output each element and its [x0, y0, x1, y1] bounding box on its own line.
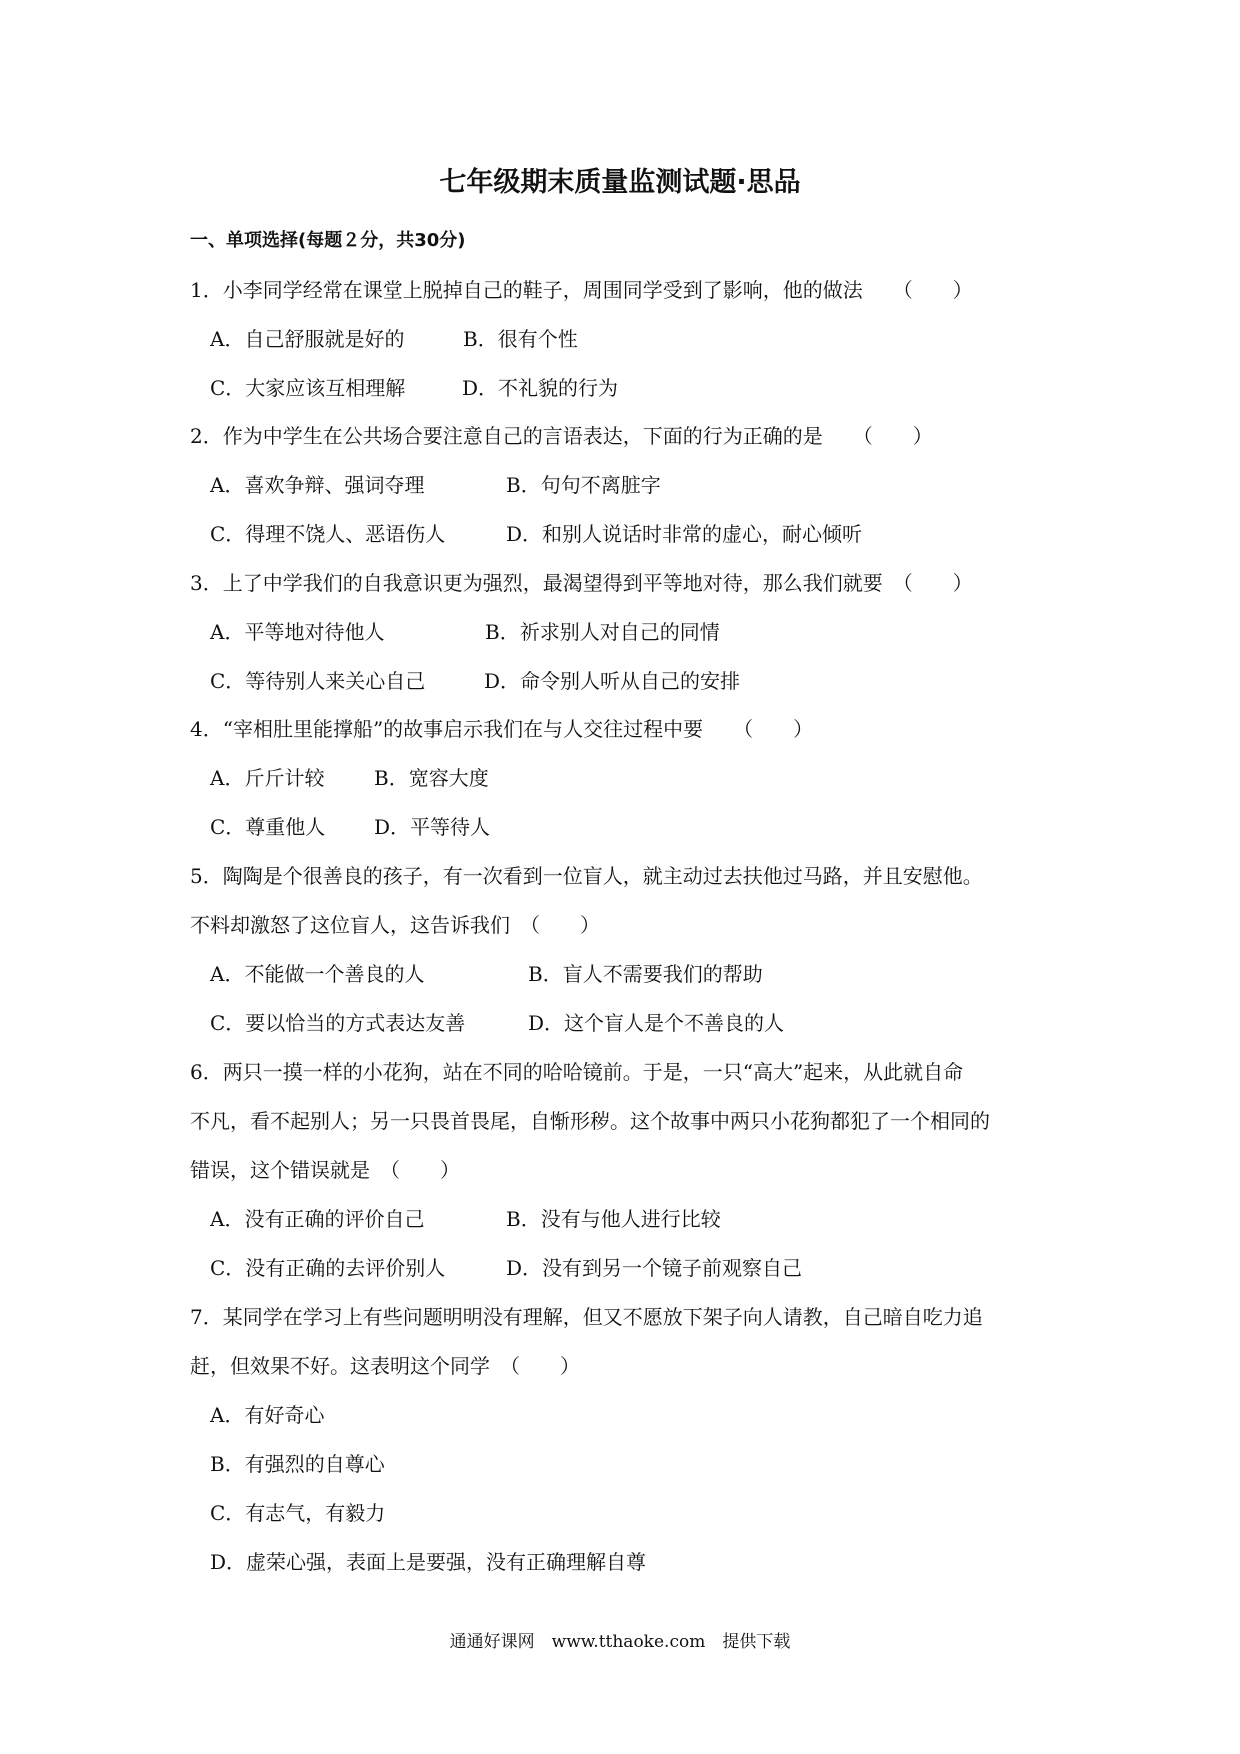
option-row	[210, 519, 1110, 549]
question-stem: 4．“宰相肚里能撑船”的故事启示我们在与人交往过程中要 （ ）	[190, 717, 814, 741]
option-row	[210, 617, 1110, 647]
option-a: A．喜欢争辩、强词夺理	[210, 473, 425, 497]
option-a: A．不能做一个善良的人	[210, 962, 425, 986]
option-row	[210, 1253, 1110, 1283]
option-row	[210, 812, 1110, 842]
option-row	[210, 666, 1110, 696]
option-row	[210, 1204, 1110, 1234]
option-row	[210, 1008, 1110, 1038]
option-c: C．要以恰当的方式表达友善	[210, 1011, 466, 1035]
question-stem: 赶，但效果不好。这表明这个同学 （ ）	[190, 1354, 580, 1378]
option-c: C．得理不饶人、恶语伤人	[210, 522, 446, 546]
option-d: D．没有到另一个镜子前观察自己	[506, 1256, 803, 1280]
option-a: A．平等地对待他人	[210, 620, 385, 644]
option-b: B．盲人不需要我们的帮助	[528, 962, 763, 986]
question-stem: 3．上了中学我们的自我意识更为强烈，最渴望得到平等地对待，那么我们就要 （ ）	[190, 571, 973, 595]
page-title: 七年级期末质量监测试题·思品	[439, 167, 801, 198]
question-stem: 2．作为中学生在公共场合要注意自己的言语表达，下面的行为正确的是 （ ）	[190, 424, 933, 448]
option-c: C．尊重他人	[210, 815, 326, 839]
option-row	[210, 763, 1110, 793]
option-b: B．句句不离脏字	[506, 473, 661, 497]
option-d: D．命令别人听从自己的安排	[484, 669, 741, 693]
option-row	[210, 324, 1110, 354]
question-stem: 1．小李同学经常在课堂上脱掉自己的鞋子，周围同学受到了影响，他的做法 （ ）	[190, 278, 973, 302]
option-a: A．自己舒服就是好的	[210, 327, 405, 351]
question-stem: 不凡，看不起别人；另一只畏首畏尾，自惭形秽。这个故事中两只小花狗都犯了一个相同的	[190, 1109, 990, 1133]
question-stem: 7．某同学在学习上有些问题明明没有理解，但又不愿放下架子向人请教，自己暗自吃力追	[190, 1305, 983, 1329]
footer-credit: 通通好课网 www.tthaoke.com 提供下载	[449, 1632, 791, 1652]
option-b: B．没有与他人进行比较	[506, 1207, 721, 1231]
option-a: A．有好奇心	[210, 1403, 325, 1427]
option-d: D．这个盲人是个不善良的人	[528, 1011, 785, 1035]
option-c: C．没有正确的去评价别人	[210, 1256, 446, 1280]
option-d: D．平等待人	[374, 815, 491, 839]
option-d: D．不礼貌的行为	[462, 376, 619, 400]
option-row	[210, 470, 1110, 500]
option-c: C．大家应该互相理解	[210, 376, 406, 400]
section-title: 一、单项选择(每题２分，共30分)	[190, 230, 466, 251]
question-stem: 6．两只一摸一样的小花狗，站在不同的哈哈镜前。于是，一只“高大”起来，从此就自命	[190, 1060, 964, 1084]
option-b: B．很有个性	[463, 327, 578, 351]
question-stem: 错误，这个错误就是 （ ）	[190, 1158, 460, 1182]
option-b: B．有强烈的自尊心	[210, 1452, 385, 1476]
option-b: B．宽容大度	[374, 766, 489, 790]
option-row	[210, 959, 1110, 989]
option-a: A．斤斤计较	[210, 766, 325, 790]
option-c: C．有志气，有毅力	[210, 1501, 386, 1525]
option-d: D．和别人说话时非常的虚心，耐心倾听	[506, 522, 863, 546]
option-b: B．祈求别人对自己的同情	[485, 620, 720, 644]
option-row	[210, 373, 1110, 403]
question-stem: 5．陶陶是个很善良的孩子，有一次看到一位盲人，就主动过去扶他过马路，并且安慰他。	[190, 864, 983, 888]
option-d: D．虚荣心强，表面上是要强，没有正确理解自尊	[210, 1550, 647, 1574]
option-c: C．等待别人来关心自己	[210, 669, 426, 693]
option-a: A．没有正确的评价自己	[210, 1207, 425, 1231]
question-stem: 不料却激怒了这位盲人，这告诉我们 （ ）	[190, 913, 600, 937]
